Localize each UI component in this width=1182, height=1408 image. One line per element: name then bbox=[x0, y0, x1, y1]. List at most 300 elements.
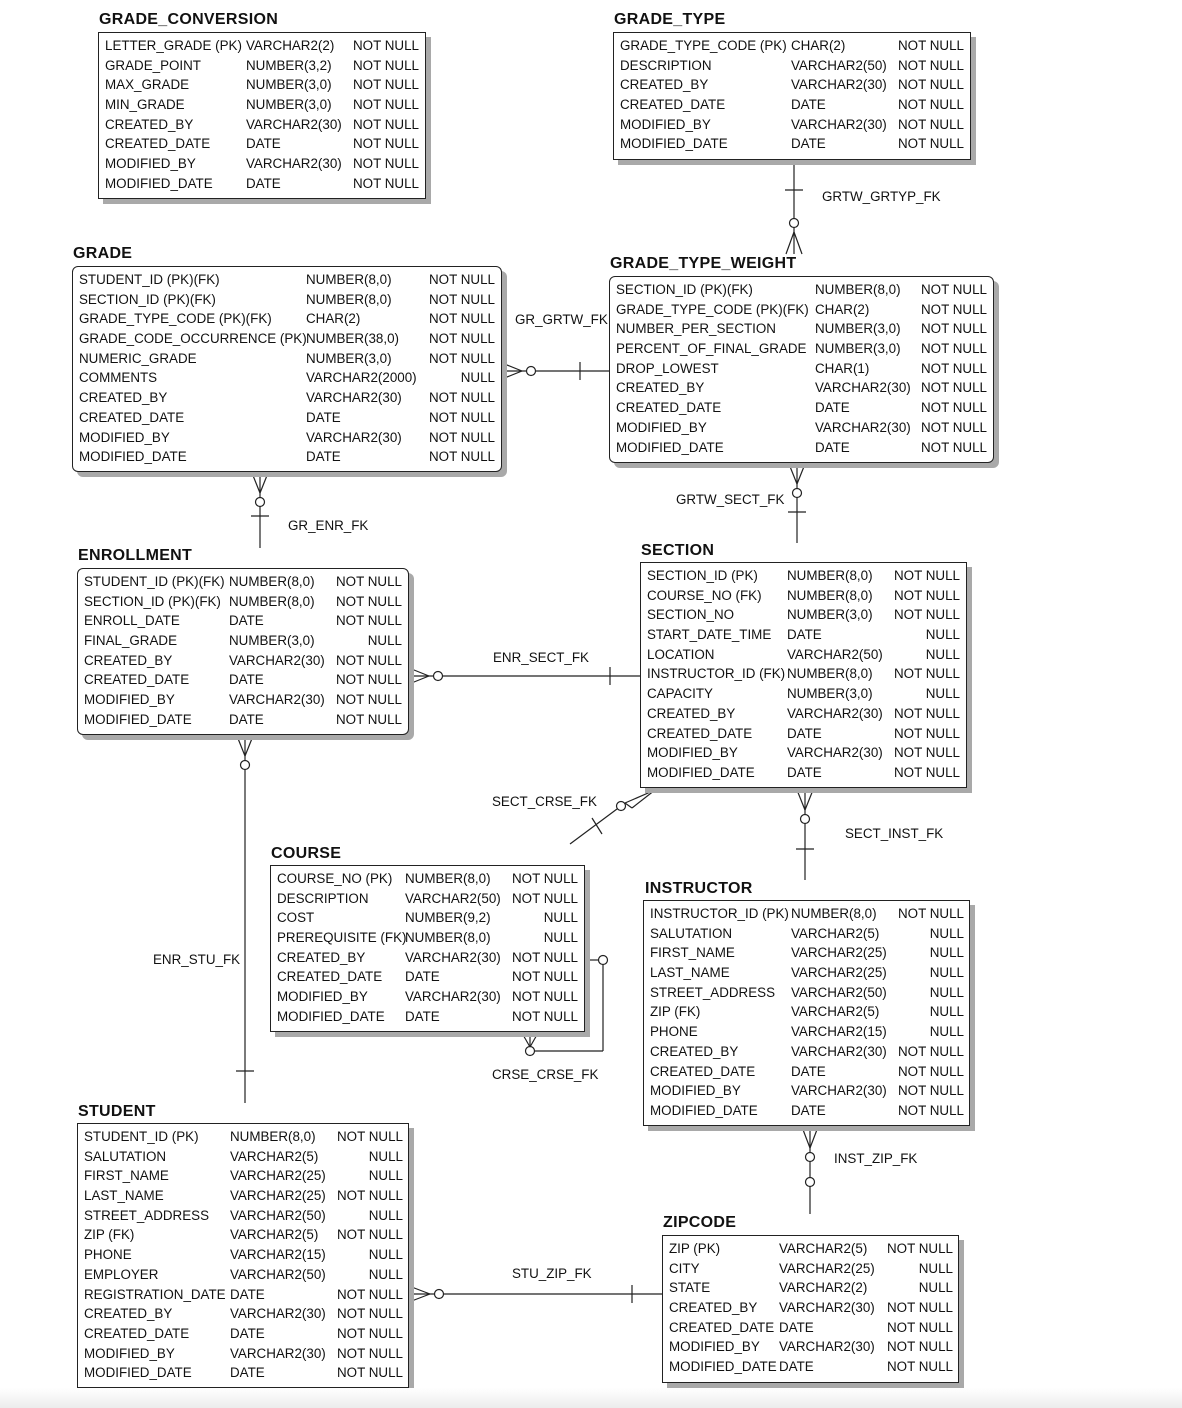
rel-inst-zip-line bbox=[802, 1127, 818, 1214]
column-nullability: NOT NULL bbox=[512, 989, 578, 1005]
column-nullability: NOT NULL bbox=[898, 57, 964, 73]
rel-label-sect-inst: SECT_INST_FK bbox=[845, 826, 944, 841]
column-nullability: NOT NULL bbox=[887, 1300, 953, 1316]
column-nullability: NOT NULL bbox=[337, 1129, 403, 1144]
rel-label-enr-stu: ENR_STU_FK bbox=[153, 952, 241, 967]
column-type: VARCHAR2(30) bbox=[230, 1306, 326, 1322]
column-name: MODIFIED_DATE bbox=[84, 1365, 192, 1381]
column-nullability: NOT NULL bbox=[894, 745, 960, 761]
column-row bbox=[73, 290, 501, 310]
column-row bbox=[644, 1062, 969, 1082]
column-row bbox=[73, 329, 501, 349]
column-name: SECTION_ID (PK)(FK) bbox=[84, 593, 221, 609]
column-row bbox=[641, 743, 966, 763]
column-nullability: NOT NULL bbox=[898, 77, 964, 93]
column-type: DATE bbox=[815, 400, 850, 416]
rel-label-gr-grtw: GR_GRTW_FK bbox=[515, 312, 608, 327]
column-type: VARCHAR2(2000) bbox=[306, 370, 417, 386]
column-nullability: NULL bbox=[460, 370, 495, 386]
entity-box bbox=[72, 266, 502, 472]
column-nullability: NULL bbox=[918, 1280, 953, 1296]
column-type: VARCHAR2(5) bbox=[791, 1004, 880, 1020]
column-name: ZIP (FK) bbox=[650, 1004, 701, 1020]
column-nullability: NOT NULL bbox=[512, 949, 578, 965]
column-row bbox=[610, 398, 993, 418]
column-name: CREATED_BY bbox=[616, 380, 705, 396]
column-row bbox=[73, 309, 501, 329]
column-type: DATE bbox=[779, 1359, 814, 1375]
column-row bbox=[610, 378, 993, 398]
column-type: VARCHAR2(30) bbox=[787, 705, 883, 721]
entity-box bbox=[643, 900, 970, 1126]
entity-title: SECTION bbox=[641, 542, 715, 559]
column-nullability: NOT NULL bbox=[887, 1319, 953, 1335]
column-name: CREATED_BY bbox=[277, 949, 366, 965]
column-nullability: NOT NULL bbox=[337, 1325, 403, 1341]
column-nullability: NOT NULL bbox=[353, 97, 419, 113]
column-type: VARCHAR2(30) bbox=[246, 156, 342, 172]
column-nullability: NULL bbox=[368, 1247, 403, 1263]
column-name: MODIFIED_BY bbox=[650, 1083, 741, 1099]
column-name: COST bbox=[277, 910, 315, 926]
column-name: MODIFIED_BY bbox=[84, 692, 175, 708]
column-row bbox=[78, 1147, 408, 1167]
column-nullability: NOT NULL bbox=[894, 764, 960, 780]
column-name: LAST_NAME bbox=[84, 1188, 164, 1204]
column-type: VARCHAR2(50) bbox=[791, 57, 887, 73]
column-name: MODIFIED_DATE bbox=[105, 175, 213, 191]
column-row bbox=[641, 763, 966, 783]
column-row bbox=[78, 1304, 408, 1324]
column-type: NUMBER(8,0) bbox=[791, 906, 877, 921]
column-name: EMPLOYER bbox=[84, 1266, 159, 1282]
entity-title: ENROLLMENT bbox=[78, 547, 193, 564]
column-type: VARCHAR2(25) bbox=[779, 1260, 875, 1276]
column-type: VARCHAR2(30) bbox=[779, 1339, 875, 1355]
column-row bbox=[644, 1101, 969, 1121]
column-type: VARCHAR2(30) bbox=[815, 380, 911, 396]
column-nullability: NOT NULL bbox=[337, 1286, 403, 1302]
column-row bbox=[73, 447, 501, 467]
column-row bbox=[610, 359, 993, 379]
column-row bbox=[610, 339, 993, 359]
column-name: MODIFIED_BY bbox=[105, 156, 196, 172]
column-type: VARCHAR2(30) bbox=[306, 390, 402, 406]
column-nullability: NOT NULL bbox=[353, 77, 419, 93]
column-name: SECTION_ID (PK) bbox=[647, 568, 758, 583]
column-nullability: NOT NULL bbox=[894, 705, 960, 721]
column-nullability: NOT NULL bbox=[921, 439, 987, 455]
column-nullability: NOT NULL bbox=[898, 97, 964, 113]
entity-title: GRADE bbox=[73, 245, 133, 262]
column-row bbox=[99, 95, 425, 115]
column-row bbox=[271, 889, 584, 909]
column-type: NUMBER(8,0) bbox=[229, 593, 315, 609]
column-type: VARCHAR2(30) bbox=[787, 745, 883, 761]
column-name: GRADE_CODE_OCCURRENCE (PK) bbox=[79, 331, 307, 347]
column-type: VARCHAR2(30) bbox=[230, 1345, 326, 1361]
column-nullability: NOT NULL bbox=[353, 116, 419, 132]
column-row bbox=[78, 1363, 408, 1383]
column-row bbox=[78, 1324, 408, 1344]
column-name: CREATED_DATE bbox=[277, 969, 383, 985]
column-row bbox=[271, 1007, 584, 1027]
column-row bbox=[78, 1265, 408, 1285]
column-row bbox=[644, 1081, 969, 1101]
column-row bbox=[641, 664, 966, 684]
column-type: VARCHAR2(2) bbox=[246, 38, 335, 53]
column-type: DATE bbox=[405, 1008, 440, 1024]
column-name: CREATED_DATE bbox=[105, 136, 211, 152]
column-name: MODIFIED_BY bbox=[277, 989, 368, 1005]
column-nullability: NOT NULL bbox=[429, 409, 495, 425]
column-nullability: NOT NULL bbox=[353, 136, 419, 152]
column-row bbox=[641, 605, 966, 625]
rel-grtw-grtyp-line bbox=[785, 162, 803, 254]
column-row bbox=[271, 987, 584, 1007]
column-row bbox=[78, 670, 408, 690]
column-nullability: NOT NULL bbox=[353, 156, 419, 172]
column-nullability: NOT NULL bbox=[337, 1365, 403, 1381]
column-type: VARCHAR2(50) bbox=[787, 646, 883, 662]
column-row bbox=[99, 174, 425, 194]
column-name: GRADE_POINT bbox=[105, 57, 201, 73]
entity-box bbox=[613, 32, 971, 160]
column-row bbox=[644, 983, 969, 1003]
column-nullability: NULL bbox=[543, 930, 578, 946]
column-nullability: NULL bbox=[543, 910, 578, 926]
column-nullability: NOT NULL bbox=[921, 419, 987, 435]
column-name: CREATED_BY bbox=[84, 652, 173, 668]
column-type: DATE bbox=[246, 175, 281, 191]
column-row bbox=[78, 611, 408, 631]
column-row bbox=[644, 1022, 969, 1042]
entity-title: COURSE bbox=[271, 845, 342, 862]
column-type: DATE bbox=[815, 439, 850, 455]
column-name: CREATED_DATE bbox=[79, 409, 185, 425]
column-type: NUMBER(38,0) bbox=[306, 331, 400, 347]
column-name: CREATED_DATE bbox=[650, 1063, 756, 1079]
column-nullability: NULL bbox=[367, 633, 402, 649]
column-nullability: NULL bbox=[929, 945, 964, 961]
column-row bbox=[614, 95, 970, 115]
column-row bbox=[641, 625, 966, 645]
column-row bbox=[614, 134, 970, 154]
entity-title: INSTRUCTOR bbox=[645, 880, 753, 897]
column-nullability: NOT NULL bbox=[898, 116, 964, 132]
column-name: SECTION_ID (PK)(FK) bbox=[79, 291, 216, 307]
column-row bbox=[78, 1245, 408, 1265]
column-name: CREATED_BY bbox=[650, 1043, 739, 1059]
column-type: VARCHAR2(5) bbox=[791, 925, 880, 941]
column-name: MAX_GRADE bbox=[105, 77, 190, 93]
column-name: MODIFIED_BY bbox=[647, 745, 738, 761]
column-type: CHAR(2) bbox=[306, 311, 361, 327]
column-name: STREET_ADDRESS bbox=[84, 1207, 210, 1223]
column-row bbox=[641, 724, 966, 744]
column-row bbox=[99, 75, 425, 95]
bottom-fade bbox=[0, 1388, 1182, 1408]
column-row bbox=[663, 1357, 958, 1377]
column-row bbox=[271, 908, 584, 928]
column-row bbox=[99, 134, 425, 154]
column-type: NUMBER(8,0) bbox=[787, 666, 873, 682]
column-type: NUMBER(8,0) bbox=[405, 871, 491, 886]
column-name: DESCRIPTION bbox=[277, 890, 369, 906]
column-type: VARCHAR2(30) bbox=[229, 692, 325, 708]
column-row bbox=[78, 690, 408, 710]
column-nullability: NOT NULL bbox=[898, 1102, 964, 1118]
column-row bbox=[641, 566, 966, 586]
entity-box bbox=[640, 562, 967, 788]
column-nullability: NOT NULL bbox=[336, 672, 402, 688]
column-type: VARCHAR2(30) bbox=[791, 1083, 887, 1099]
column-type: VARCHAR2(30) bbox=[779, 1300, 875, 1316]
column-type: NUMBER(8,0) bbox=[787, 568, 873, 583]
column-name: GRADE_TYPE_CODE (PK)(FK) bbox=[616, 301, 809, 317]
column-row bbox=[663, 1259, 958, 1279]
column-name: SECTION_ID (PK)(FK) bbox=[616, 282, 753, 297]
column-type: VARCHAR2(5) bbox=[779, 1241, 868, 1256]
column-type: NUMBER(3,0) bbox=[246, 77, 332, 93]
column-name: COURSE_NO (PK) bbox=[277, 871, 393, 886]
column-name: PERCENT_OF_FINAL_GRADE bbox=[616, 341, 807, 357]
column-nullability: NOT NULL bbox=[337, 1306, 403, 1322]
column-type: NUMBER(8,0) bbox=[306, 291, 392, 307]
column-nullability: NOT NULL bbox=[429, 272, 495, 287]
column-name: SALUTATION bbox=[650, 925, 733, 941]
column-type: VARCHAR2(30) bbox=[791, 77, 887, 93]
rel-stu-zip-line bbox=[409, 1285, 663, 1303]
column-row bbox=[271, 967, 584, 987]
column-type: DATE bbox=[306, 449, 341, 465]
column-name: CREATED_BY bbox=[79, 390, 168, 406]
column-type: VARCHAR2(25) bbox=[791, 965, 887, 981]
column-row bbox=[641, 586, 966, 606]
column-name: MODIFIED_DATE bbox=[650, 1102, 758, 1118]
column-row bbox=[78, 710, 408, 730]
column-nullability: NOT NULL bbox=[894, 725, 960, 741]
column-type: NUMBER(8,0) bbox=[306, 272, 392, 287]
column-row bbox=[78, 1127, 408, 1147]
column-name: FINAL_GRADE bbox=[84, 633, 178, 649]
column-name: MODIFIED_BY bbox=[84, 1345, 175, 1361]
column-row bbox=[78, 1285, 408, 1305]
column-nullability: NULL bbox=[929, 984, 964, 1000]
column-row bbox=[641, 684, 966, 704]
column-type: VARCHAR2(50) bbox=[230, 1207, 326, 1223]
column-type: VARCHAR2(2) bbox=[779, 1280, 868, 1296]
column-name: ZIP (PK) bbox=[669, 1241, 721, 1256]
column-type: DATE bbox=[791, 1063, 826, 1079]
column-type: DATE bbox=[230, 1286, 265, 1302]
column-name: SALUTATION bbox=[84, 1148, 167, 1164]
column-nullability: NOT NULL bbox=[512, 1008, 578, 1024]
column-nullability: NOT NULL bbox=[336, 574, 402, 589]
column-nullability: NULL bbox=[925, 646, 960, 662]
rel-label-inst-zip: INST_ZIP_FK bbox=[834, 1151, 918, 1166]
column-nullability: NOT NULL bbox=[898, 38, 964, 53]
column-row bbox=[610, 438, 993, 458]
column-name: MODIFIED_BY bbox=[620, 116, 711, 132]
column-nullability: NOT NULL bbox=[512, 969, 578, 985]
column-nullability: NOT NULL bbox=[336, 711, 402, 727]
column-row bbox=[73, 349, 501, 369]
column-row bbox=[271, 928, 584, 948]
column-row bbox=[271, 869, 584, 889]
column-nullability: NOT NULL bbox=[336, 613, 402, 629]
column-type: NUMBER(8,0) bbox=[405, 930, 491, 946]
column-nullability: NOT NULL bbox=[921, 301, 987, 317]
column-type: VARCHAR2(30) bbox=[246, 116, 342, 132]
column-nullability: NOT NULL bbox=[894, 587, 960, 603]
column-nullability: NOT NULL bbox=[337, 1188, 403, 1204]
column-type: VARCHAR2(30) bbox=[306, 429, 402, 445]
column-type: VARCHAR2(25) bbox=[230, 1168, 326, 1184]
column-nullability: NOT NULL bbox=[921, 360, 987, 376]
column-name: NUMBER_PER_SECTION bbox=[616, 321, 776, 337]
column-nullability: NULL bbox=[925, 686, 960, 702]
column-row bbox=[614, 75, 970, 95]
column-row bbox=[78, 1344, 408, 1364]
column-name: MODIFIED_DATE bbox=[647, 764, 755, 780]
column-type: VARCHAR2(30) bbox=[791, 1043, 887, 1059]
column-nullability: NOT NULL bbox=[429, 449, 495, 465]
column-type: NUMBER(3,0) bbox=[246, 97, 332, 113]
column-nullability: NOT NULL bbox=[336, 692, 402, 708]
column-row bbox=[644, 1002, 969, 1022]
column-row bbox=[271, 948, 584, 968]
column-nullability: NULL bbox=[929, 1024, 964, 1040]
column-type: DATE bbox=[787, 764, 822, 780]
column-name: MODIFIED_DATE bbox=[620, 136, 728, 152]
column-type: DATE bbox=[787, 725, 822, 741]
column-nullability: NOT NULL bbox=[887, 1339, 953, 1355]
column-type: NUMBER(3,2) bbox=[246, 57, 332, 73]
entity-box bbox=[662, 1235, 959, 1383]
rel-label-crse-crse: CRSE_CRSE_FK bbox=[492, 1067, 599, 1082]
rel-sect-inst-line bbox=[796, 790, 814, 880]
column-type: DATE bbox=[791, 1102, 826, 1118]
column-type: CHAR(1) bbox=[815, 360, 870, 376]
column-type: VARCHAR2(30) bbox=[815, 419, 911, 435]
column-name: LAST_NAME bbox=[650, 965, 730, 981]
column-name: CAPACITY bbox=[647, 686, 713, 702]
column-nullability: NULL bbox=[929, 965, 964, 981]
column-name: COMMENTS bbox=[79, 370, 158, 386]
column-type: DATE bbox=[229, 613, 264, 629]
column-type: VARCHAR2(30) bbox=[791, 116, 887, 132]
rel-label-grtw-sect: GRTW_SECT_FK bbox=[676, 492, 785, 507]
column-row bbox=[73, 408, 501, 428]
column-name: PHONE bbox=[650, 1024, 698, 1040]
column-name: DROP_LOWEST bbox=[616, 360, 719, 376]
column-row bbox=[641, 645, 966, 665]
column-nullability: NOT NULL bbox=[887, 1241, 953, 1256]
column-row bbox=[73, 388, 501, 408]
column-name: STUDENT_ID (PK) bbox=[84, 1129, 199, 1144]
column-row bbox=[641, 704, 966, 724]
column-nullability: NOT NULL bbox=[337, 1345, 403, 1361]
column-nullability: NULL bbox=[929, 925, 964, 941]
column-nullability: NOT NULL bbox=[353, 57, 419, 73]
column-row bbox=[78, 1225, 408, 1245]
entity-title: STUDENT bbox=[78, 1103, 156, 1120]
entity-box bbox=[98, 32, 426, 199]
column-row bbox=[610, 300, 993, 320]
column-nullability: NOT NULL bbox=[921, 282, 987, 297]
column-name: MODIFIED_BY bbox=[79, 429, 170, 445]
column-row bbox=[663, 1318, 958, 1338]
column-nullability: NOT NULL bbox=[337, 1227, 403, 1243]
column-row bbox=[78, 592, 408, 612]
column-name: CREATED_BY bbox=[669, 1300, 758, 1316]
column-name: CREATED_DATE bbox=[84, 672, 190, 688]
column-name: CREATED_DATE bbox=[669, 1319, 775, 1335]
column-type: VARCHAR2(30) bbox=[229, 652, 325, 668]
column-name: MODIFIED_BY bbox=[616, 419, 707, 435]
column-type: DATE bbox=[230, 1365, 265, 1381]
column-nullability: NOT NULL bbox=[512, 871, 578, 886]
column-name: SECTION_NO bbox=[647, 607, 735, 623]
column-name: CREATED_DATE bbox=[620, 97, 726, 113]
column-type: NUMBER(8,0) bbox=[230, 1129, 316, 1144]
column-nullability: NOT NULL bbox=[921, 341, 987, 357]
column-name: MODIFIED_DATE bbox=[277, 1008, 385, 1024]
rel-label-sect-crse: SECT_CRSE_FK bbox=[492, 794, 597, 809]
column-type: VARCHAR2(30) bbox=[405, 949, 501, 965]
column-nullability: NULL bbox=[368, 1148, 403, 1164]
column-nullability: NOT NULL bbox=[921, 321, 987, 337]
column-type: NUMBER(3,0) bbox=[306, 350, 392, 366]
column-name: LETTER_GRADE (PK) bbox=[105, 38, 242, 53]
column-nullability: NOT NULL bbox=[894, 607, 960, 623]
column-name: ZIP (FK) bbox=[84, 1227, 135, 1243]
column-row bbox=[644, 1042, 969, 1062]
column-row bbox=[78, 572, 408, 592]
column-nullability: NOT NULL bbox=[429, 311, 495, 327]
column-name: CREATED_DATE bbox=[616, 400, 722, 416]
column-type: DATE bbox=[779, 1319, 814, 1335]
column-type: DATE bbox=[230, 1325, 265, 1341]
column-name: COURSE_NO (FK) bbox=[647, 587, 762, 603]
column-type: DATE bbox=[229, 711, 264, 727]
column-row bbox=[78, 1166, 408, 1186]
column-name: CREATED_BY bbox=[647, 705, 736, 721]
rel-label-stu-zip: STU_ZIP_FK bbox=[512, 1266, 592, 1281]
column-nullability: NOT NULL bbox=[898, 1083, 964, 1099]
column-nullability: NOT NULL bbox=[429, 291, 495, 307]
column-nullability: NOT NULL bbox=[894, 666, 960, 682]
column-name: DESCRIPTION bbox=[620, 57, 712, 73]
column-nullability: NOT NULL bbox=[512, 890, 578, 906]
column-nullability: NULL bbox=[368, 1207, 403, 1223]
column-name: NUMERIC_GRADE bbox=[79, 350, 197, 366]
column-row bbox=[614, 36, 970, 56]
column-row bbox=[644, 924, 969, 944]
column-row bbox=[99, 115, 425, 135]
column-type: VARCHAR2(50) bbox=[405, 890, 501, 906]
column-nullability: NOT NULL bbox=[898, 136, 964, 152]
column-type: NUMBER(8,0) bbox=[815, 282, 901, 297]
column-type: NUMBER(9,2) bbox=[405, 910, 491, 926]
column-row bbox=[663, 1298, 958, 1318]
column-name: STREET_ADDRESS bbox=[650, 984, 776, 1000]
column-type: NUMBER(3,0) bbox=[815, 321, 901, 337]
column-nullability: NOT NULL bbox=[887, 1359, 953, 1375]
column-type: VARCHAR2(50) bbox=[791, 984, 887, 1000]
column-row bbox=[78, 651, 408, 671]
